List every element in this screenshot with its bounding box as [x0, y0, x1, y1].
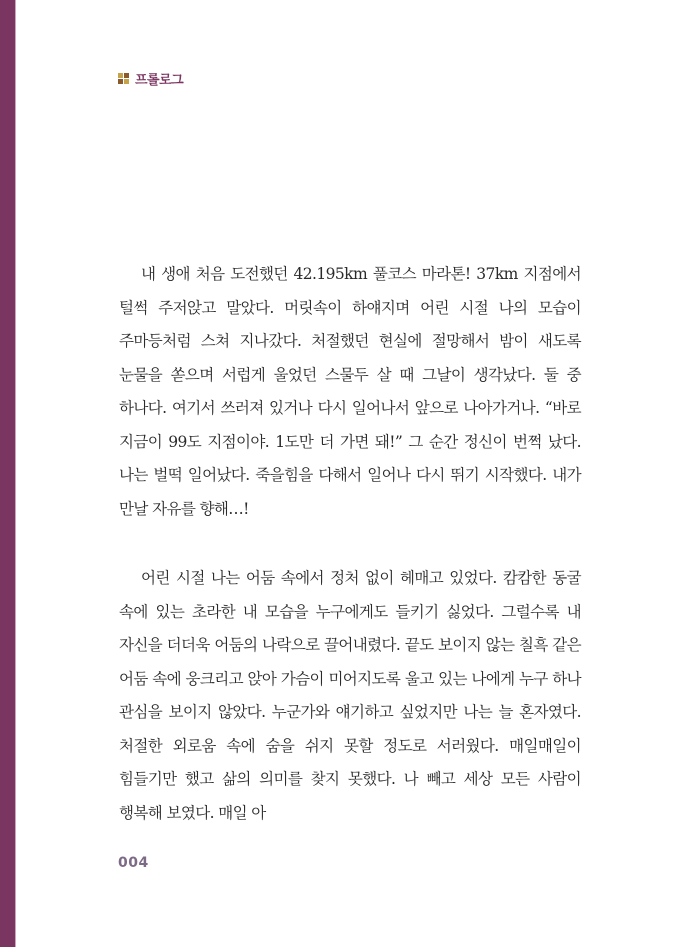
section-title: 프롤로그 [135, 72, 184, 88]
icon-square [118, 73, 123, 78]
icon-square [124, 73, 129, 78]
side-band-edge [15, 0, 16, 947]
icon-square [118, 79, 123, 84]
side-color-band [0, 0, 15, 947]
grid-squares-icon [118, 73, 129, 84]
body-paragraph-2: 어린 시절 나는 어둠 속에서 정처 없이 헤매고 있었다. 캄캄한 동굴 속에 있는 초라한 내 모습을 누구에게도 들키기 싫었다. 그럴수록 내 자신을 더더욱 어둠의 나락으로 끌어내렸다. 끝도 보이지 않는 칠흑 같은 어둠 속에 웅크리고 앉아 가슴이 미어지도록 울고 있는 나에게 누구 하나 관심을 보이지 않았다. 누군가와 얘기하고 싶었지만 나는 늘 혼자였다. 처절한 외로움 속에 숨을 쉬지 못할 정도로 서러웠다. 매일매일이 힘들기만 했고 삶의 의미를 찾지 못했다. 나 빼고 세상 모든 사람이 행복해 보였다. 매일 아 [119, 569, 581, 822]
page-number: 004 [118, 855, 149, 871]
section-header [118, 68, 183, 88]
body-paragraph-1: 내 생애 처음 도전했던 42.195km 풀코스 마라톤! 37km 지점에서 털썩 주저앉고 말았다. 머릿속이 하얘지며 어린 시절 나의 모습이 주마등처럼 스쳐 지나갔다. 처절했던 현실에 절망해서 밤이 새도록 눈물을 쏟으며 서럽게 울었던 스물두 살 때 그날이 생각났다. 둘 중 하나다. 여기서 쓰러져 있거나 다시 일어나서 앞으로 나아가거나. “바로 지금이 99도 지점이야. 1도만 더 가면 돼!” 그 순간 정신이 번쩍 났다. 나는 벌떡 일어났다. 죽을힘을 다해서 일어나 다시 뛰기 시작했다. 내가 만날 자유를 향해…! [119, 265, 581, 518]
icon-square [124, 79, 129, 84]
